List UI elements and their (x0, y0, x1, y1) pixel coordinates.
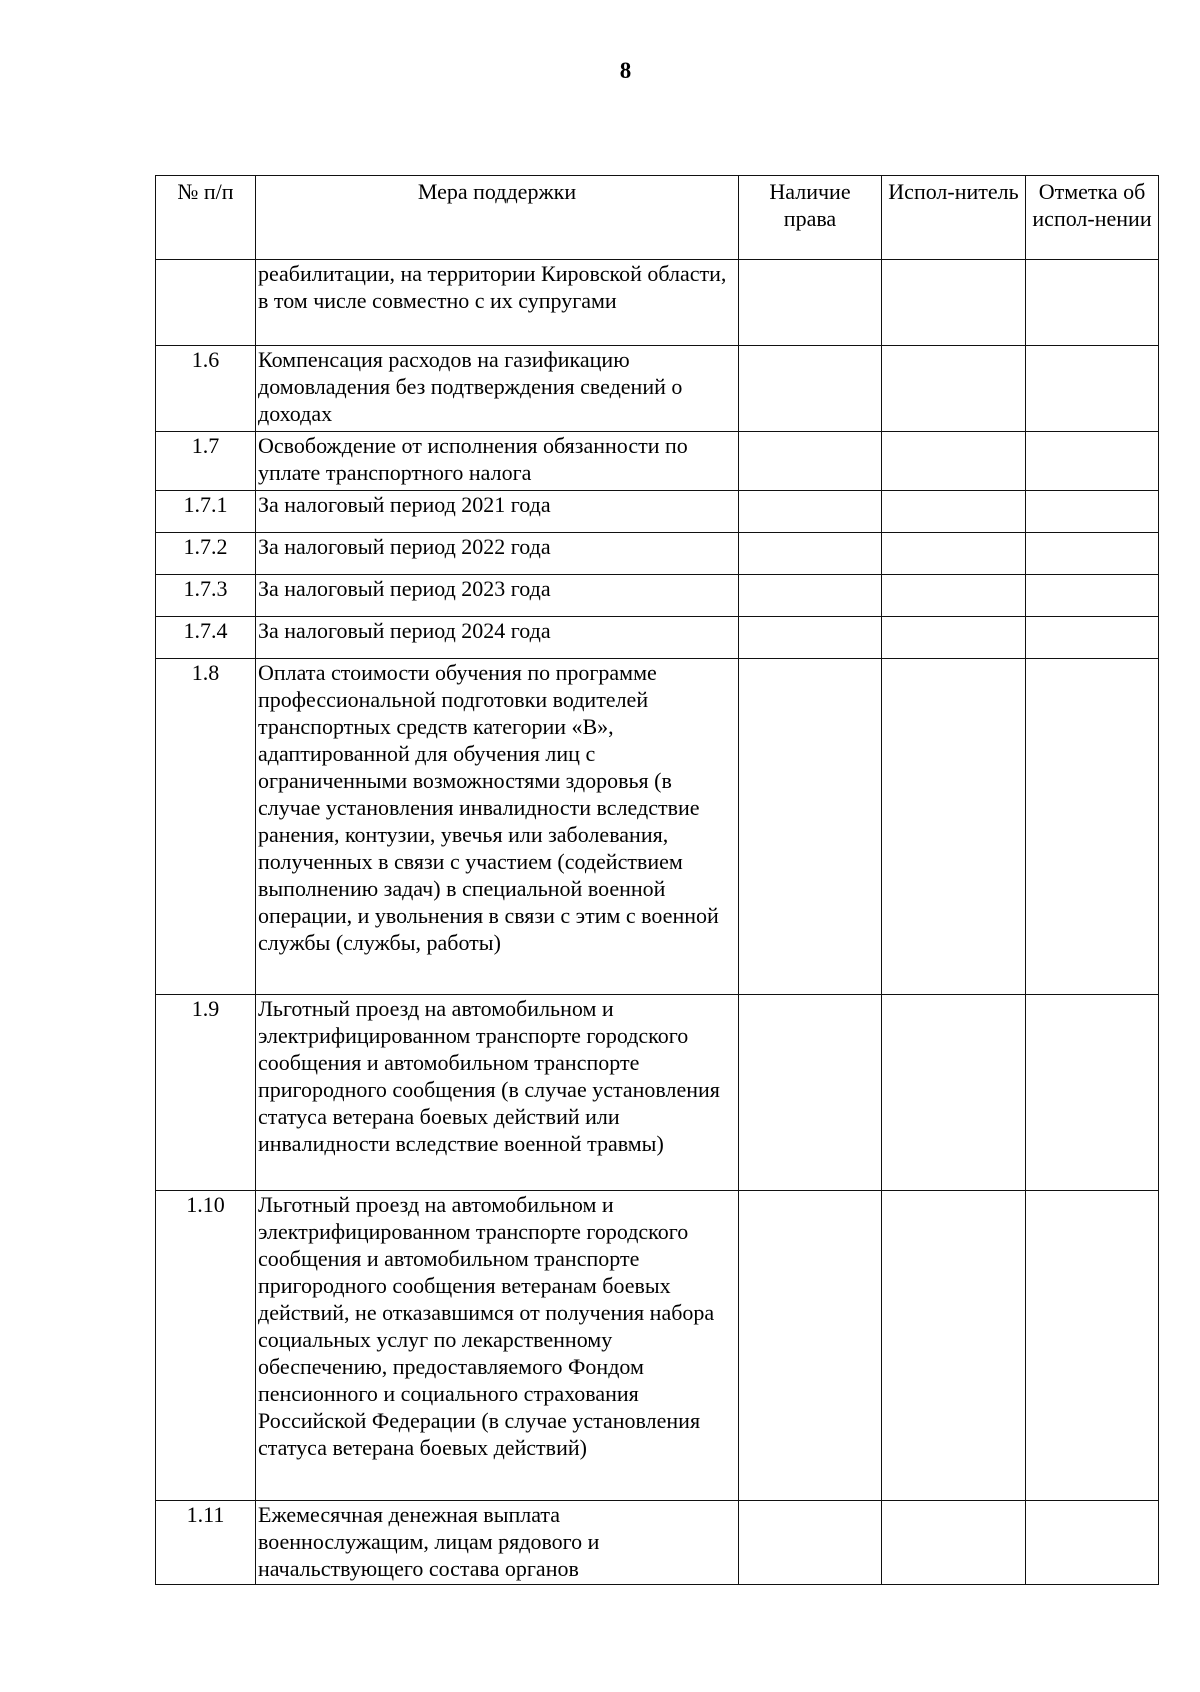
row-right-cell (739, 575, 882, 617)
row-num: 1.7.4 (156, 617, 256, 659)
header-executor: Испол-нитель (882, 176, 1026, 260)
row-num: 1.7 (156, 432, 256, 491)
row-num: 1.7.1 (156, 491, 256, 533)
row-right-cell (739, 432, 882, 491)
row-executor-cell (882, 1501, 1026, 1585)
row-right-cell (739, 1501, 882, 1585)
table-row (156, 533, 1159, 575)
row-executor-cell (882, 260, 1026, 346)
support-measures-table (155, 175, 1159, 1585)
header-right: Наличие права (739, 176, 882, 260)
row-num: 1.11 (156, 1501, 256, 1585)
row-executor-cell (882, 575, 1026, 617)
row-mark-cell (1026, 1501, 1159, 1585)
row-right-cell (739, 995, 882, 1191)
table-row (156, 659, 1159, 995)
row-num: 1.6 (156, 346, 256, 432)
page-number: 8 (619, 58, 633, 83)
table-header-row (156, 176, 1159, 260)
row-measure: Льготный проезд на автомобильном и электрифицированном транспорте городского сообщения и автомобильном транспорте пригородного сообщения ветеранам боевых действий, не отказавшимся от получения набора социальных услуг по лекарственному обеспечению, предоставляемого Фондом пенсионного и социального страхования Российской Федерации (в случае установления статуса ветерана боевых действий) (256, 1191, 739, 1501)
row-measure: За налоговый период 2021 года (256, 491, 739, 533)
row-mark-cell (1026, 346, 1159, 432)
row-right-cell (739, 491, 882, 533)
row-executor-cell (882, 491, 1026, 533)
row-right-cell (739, 1191, 882, 1501)
row-measure: Оплата стоимости обучения по программе профессиональной подготовки водителей транспортных средств категории «В», адаптированной для обучения лиц с ограниченными возможностями здоровья (в случае установления инвалидности вследствие ранения, контузии, увечья или заболевания, полученных в связи с участием (содействием выполнению задач) в специальной военной операции, и увольнения в связи с этим с военной службы (службы, работы) (256, 659, 739, 995)
row-right-cell (739, 260, 882, 346)
row-measure: За налоговый период 2023 года (256, 575, 739, 617)
row-measure: Компенсация расходов на газификацию домовладения без подтверждения сведений о доходах (256, 346, 739, 432)
table-row (156, 617, 1159, 659)
row-right-cell (739, 659, 882, 995)
row-executor-cell (882, 1191, 1026, 1501)
row-mark-cell (1026, 432, 1159, 491)
row-num: 1.8 (156, 659, 256, 995)
row-measure: Ежемесячная денежная выплата военнослужащим, лицам рядового и начальствующего состава органов (256, 1501, 739, 1585)
row-mark-cell (1026, 260, 1159, 346)
row-executor-cell (882, 432, 1026, 491)
table-row (156, 575, 1159, 617)
row-executor-cell (882, 533, 1026, 575)
row-measure: За налоговый период 2022 года (256, 533, 739, 575)
table-row (156, 1501, 1159, 1585)
row-mark-cell (1026, 533, 1159, 575)
row-mark-cell (1026, 575, 1159, 617)
row-right-cell (739, 346, 882, 432)
header-measure: Мера поддержки (256, 176, 739, 260)
row-mark-cell (1026, 1191, 1159, 1501)
row-mark-cell (1026, 659, 1159, 995)
row-executor-cell (882, 346, 1026, 432)
header-mark: Отметка об испол-нении (1026, 176, 1159, 260)
row-num: 1.9 (156, 995, 256, 1191)
row-num: 1.10 (156, 1191, 256, 1501)
table-row (156, 260, 1159, 346)
table-row (156, 432, 1159, 491)
header-num: № п/п (156, 176, 256, 260)
row-mark-cell (1026, 995, 1159, 1191)
table-row (156, 491, 1159, 533)
table-row (156, 995, 1159, 1191)
row-executor-cell (882, 659, 1026, 995)
row-measure: Льготный проезд на автомобильном и электрифицированном транспорте городского сообщения и автомобильном транспорте пригородного сообщения (в случае установления статуса ветерана боевых действий или инвалидности вследствие военной травмы) (256, 995, 739, 1191)
row-right-cell (739, 617, 882, 659)
row-executor-cell (882, 617, 1026, 659)
row-num: 1.7.3 (156, 575, 256, 617)
row-measure: Освобождение от исполнения обязанности по уплате транспортного налога (256, 432, 739, 491)
row-right-cell (739, 533, 882, 575)
table-row (156, 346, 1159, 432)
row-mark-cell (1026, 491, 1159, 533)
row-mark-cell (1026, 617, 1159, 659)
row-num: 1.7.2 (156, 533, 256, 575)
row-measure: За налоговый период 2024 года (256, 617, 739, 659)
table-row (156, 1191, 1159, 1501)
row-executor-cell (882, 995, 1026, 1191)
row-measure: реабилитации, на территории Кировской области, в том числе совместно с их супругами (256, 260, 739, 346)
row-num (156, 260, 256, 346)
